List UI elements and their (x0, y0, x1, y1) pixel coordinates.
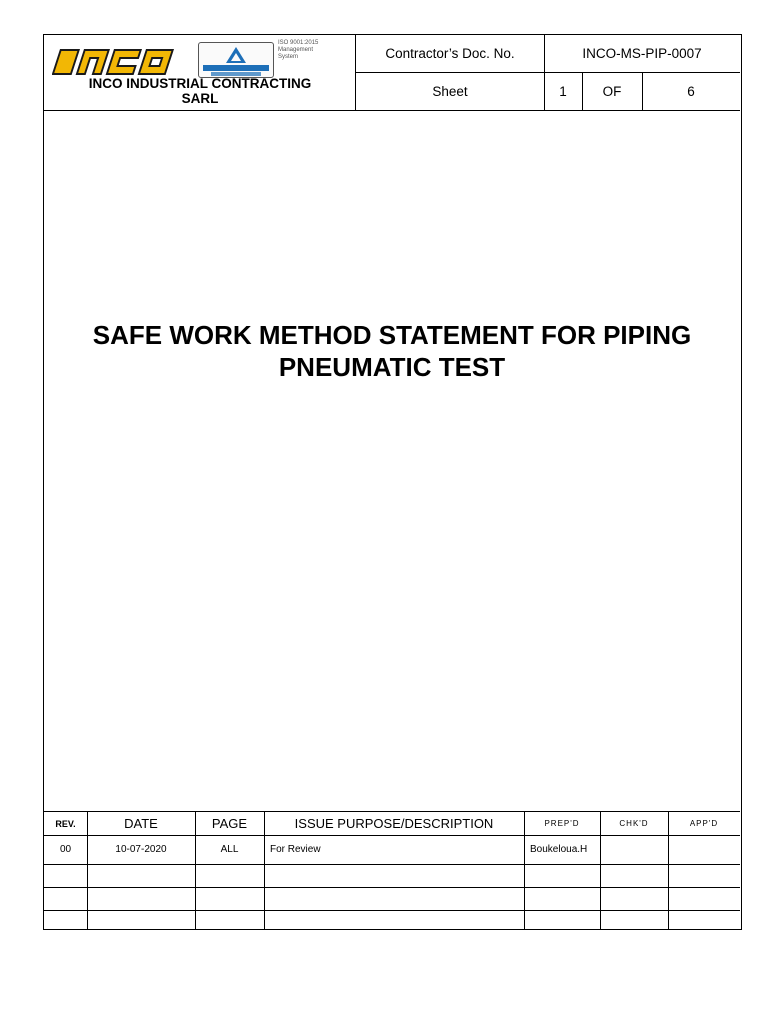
revision-table (44, 811, 740, 929)
contractor-doc-label: Contractor’s Doc. No. (385, 46, 515, 61)
column-header-rev: REV. (55, 818, 76, 829)
tuv-band (203, 65, 269, 71)
column-header-appd: APP'D (689, 819, 719, 828)
document-title-line1: SAFE WORK METHOD STATEMENT FOR PIPING (92, 320, 692, 350)
column-header-page: PAGE (211, 816, 248, 831)
cell-date: 10-07-2020 (115, 844, 167, 855)
tuv-triangle-icon (225, 46, 247, 64)
document-title-line2: PNEUMATIC TEST (278, 352, 506, 382)
table-row-divider (44, 910, 740, 911)
document-title (44, 319, 740, 383)
cert-line: ISO 9001:2015 (278, 40, 319, 46)
cell-page: ALL (220, 844, 239, 855)
sheet-total: 6 (687, 84, 695, 99)
column-header-chkd: CHK'D (619, 819, 649, 828)
contractor-doc-number: INCO-MS-PIP-0007 (582, 46, 702, 61)
cert-line: Management (278, 47, 314, 53)
column-header-purpose: ISSUE PURPOSE/DESCRIPTION (294, 816, 494, 831)
cell-prepd: Boukeloua.H (530, 844, 588, 855)
cert-line: System (278, 54, 299, 60)
sheet-label: Sheet (432, 84, 468, 99)
column-header-date: DATE (124, 816, 158, 831)
cell-chkd (600, 835, 668, 864)
inco-logo-icon (52, 46, 190, 78)
company-name (44, 76, 356, 106)
table-row-divider (44, 887, 740, 888)
logo-row (50, 40, 350, 78)
iso-certification-text (278, 40, 348, 61)
company-name-line1: INCO INDUSTRIAL CONTRACTING (88, 76, 312, 91)
sheet-number: 1 (559, 84, 567, 99)
company-block (44, 35, 356, 111)
document-frame (43, 34, 742, 930)
cell-rev: 00 (59, 844, 72, 855)
table-row-divider (44, 864, 740, 865)
company-name-line2: SARL (181, 91, 219, 106)
column-header-prepd: PREP'D (544, 819, 580, 828)
sheet-of-label: OF (602, 84, 622, 99)
cell-appd (668, 835, 740, 864)
tuv-certification-badge (198, 42, 274, 78)
cell-purpose: For Review (270, 844, 321, 855)
document-header (44, 35, 740, 111)
